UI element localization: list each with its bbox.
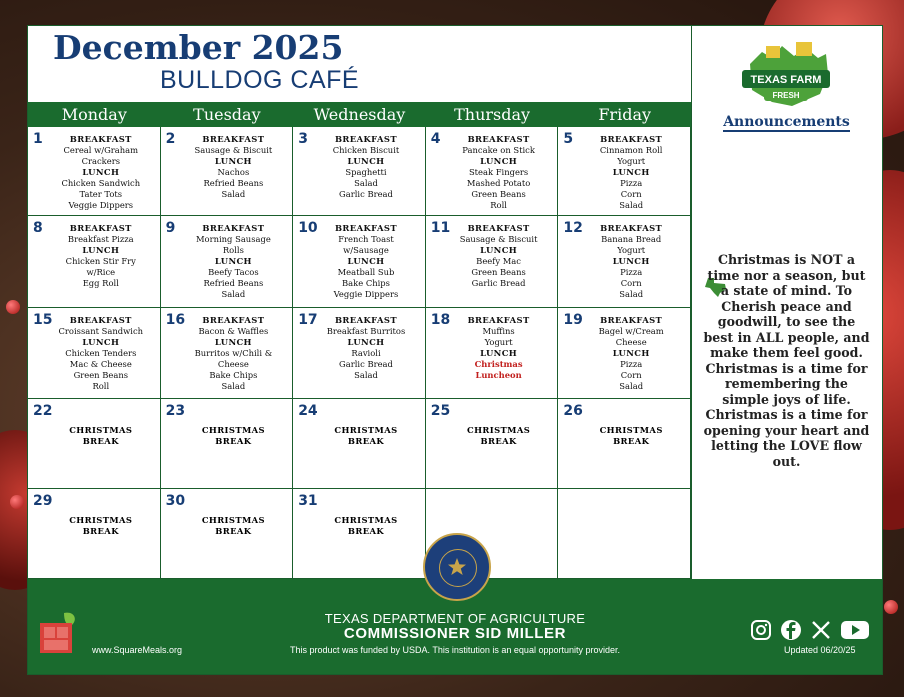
meal-heading: LUNCH [480, 348, 518, 358]
menu-item: Chicken Tenders [65, 348, 137, 358]
meal-heading: LUNCH [480, 245, 518, 255]
menu-item: CHRISTMAS [467, 425, 531, 435]
department-seal [423, 533, 491, 601]
meal-heading: LUNCH [214, 337, 252, 347]
menu-item: French Toast [338, 234, 394, 244]
menu-item: Sausage & Biscuit [194, 145, 273, 155]
meal-heading: LUNCH [612, 167, 650, 177]
day-menu [444, 315, 554, 381]
meal-heading: LUNCH [480, 156, 518, 166]
x-icon[interactable] [810, 619, 832, 645]
menu-item: BREAK [82, 526, 119, 536]
day-menu [46, 315, 156, 392]
announcement-text: Christmas is NOT a time nor a season, but a state of mind. To Cherish peace and goodwill, to see the best in ALL people, and make them feel good. Christmas is a time for remembering the simple joys of life. Christmas is a time for opening your heart and letting the LOVE flow out. [703, 252, 870, 469]
holiday-break-label [311, 515, 421, 537]
menu-item: w/Sausage [343, 245, 389, 255]
holiday-break-label [179, 515, 289, 537]
svg-text:TEXAS FARM: TEXAS FARM [750, 74, 822, 86]
calendar-day-cell [293, 308, 426, 399]
day-menu [311, 315, 421, 381]
menu-item: BREAK [347, 436, 385, 446]
holiday-break-label [46, 515, 156, 537]
day-number: 26 [563, 403, 583, 419]
weekday-header-row [28, 102, 691, 127]
calendar-day-cell [28, 216, 161, 308]
holiday-break-label [576, 425, 686, 447]
meal-heading: BREAKFAST [600, 134, 663, 144]
menu-item: Pizza [620, 359, 643, 369]
menu-item: Pancake on Stick [462, 145, 535, 155]
menu-item: Veggie Dippers [68, 200, 134, 210]
menu-item: Sausage & Biscuit [459, 234, 538, 244]
day-number: 24 [298, 403, 318, 419]
menu-item: Yogurt [484, 337, 513, 347]
day-number: 12 [563, 220, 583, 236]
youtube-icon[interactable] [840, 619, 870, 645]
calendar-day-cell [161, 216, 294, 308]
day-number: 11 [430, 220, 451, 236]
day-number: 18 [430, 312, 451, 328]
page-title: December 2025 [53, 28, 344, 67]
meal-heading: BREAKFAST [202, 134, 265, 144]
day-number: 31 [298, 493, 318, 509]
day-number: 8 [33, 220, 43, 236]
calendar-day-cell [161, 308, 294, 399]
social-links [750, 619, 870, 645]
calendar-day-cell [426, 127, 559, 216]
day-menu [576, 134, 686, 211]
menu-item: Refried Beans [203, 178, 264, 188]
menu-item: Corn [620, 278, 642, 288]
meal-heading: BREAKFAST [334, 134, 397, 144]
meal-heading: BREAKFAST [69, 315, 132, 325]
menu-item: Steak Fingers [468, 167, 529, 177]
day-number: 15 [33, 312, 53, 328]
meal-heading: BREAKFAST [467, 134, 530, 144]
day-number: 23 [165, 403, 186, 419]
menu-item: BREAK [215, 436, 252, 446]
menu-item: Croissant Sandwich [58, 326, 144, 336]
calendar-day-cell [293, 127, 426, 216]
day-number: 5 [563, 131, 574, 147]
menu-item: Yogurt [617, 156, 646, 166]
day-menu [576, 315, 686, 392]
menu-item: Salad [221, 189, 246, 199]
day-menu [179, 134, 289, 200]
menu-item: BREAK [82, 436, 119, 446]
commissioner-name: COMMISSIONER SID MILLER [343, 625, 567, 642]
day-menu [444, 223, 554, 289]
weekday-tuesday: Tuesday [193, 105, 261, 124]
cafe-name: BULLDOG CAFÉ [160, 66, 360, 94]
day-number: 3 [298, 131, 308, 147]
day-number: 22 [33, 403, 53, 419]
menu-item: Pizza [620, 267, 643, 277]
menu-item: Roll [92, 381, 110, 391]
menu-item: Beefy Tacos [208, 267, 259, 277]
menu-item: Spaghetti [345, 167, 387, 177]
menu-item: Morning Sausage [195, 234, 271, 244]
day-menu [576, 223, 686, 300]
menu-item: Rolls [222, 245, 244, 255]
calendar-day-cell [293, 489, 426, 579]
menu-item: Refried Beans [203, 278, 264, 288]
funding-statement: This product was funded by USDA. This institution is an equal opportunity provider. [289, 645, 620, 655]
announcements-title: Announcements [723, 114, 850, 130]
meal-heading: LUNCH [82, 167, 120, 177]
day-menu [179, 223, 289, 300]
texas-farm-fresh-logo [732, 34, 840, 112]
menu-item: Mashed Potato [466, 178, 531, 188]
menu-item: Garlic Bread [339, 189, 393, 199]
menu-item: CHRISTMAS [69, 425, 133, 435]
calendar-day-cell [558, 489, 691, 579]
weekday-monday: Monday [61, 105, 127, 124]
menu-item: Salad [354, 178, 378, 188]
menu-item: Egg Roll [82, 278, 119, 288]
calendar-day-cell [558, 399, 691, 489]
calendar-day-cell [28, 308, 161, 399]
day-menu [179, 315, 289, 392]
menu-item: Muffins [482, 326, 515, 336]
menu-item: Salad [221, 289, 246, 299]
menu-item: Mac & Cheese [69, 359, 132, 369]
holiday-break-label [46, 425, 156, 447]
department-name: TEXAS DEPARTMENT OF AGRICULTURE [324, 611, 586, 626]
day-menu [444, 134, 554, 211]
day-number: 10 [298, 220, 318, 236]
menu-item: Ravioli [351, 348, 381, 358]
calendar-grid [28, 127, 691, 579]
menu-item: CHRISTMAS [334, 425, 398, 435]
day-menu [46, 134, 156, 211]
menu-item: Luncheon [475, 370, 522, 380]
menu-item: Salad [619, 200, 644, 210]
menu-item: Garlic Bread [339, 359, 393, 369]
menu-item: Bake Chips [209, 370, 258, 380]
meal-heading: BREAKFAST [600, 223, 663, 233]
menu-item: w/Rice [86, 267, 116, 277]
meal-heading: LUNCH [347, 256, 385, 266]
day-number: 17 [298, 312, 318, 328]
calendar-header [28, 26, 691, 102]
menu-item: Bacon & Waffles [198, 326, 269, 336]
holiday-break-label [444, 425, 554, 447]
menu-item: Salad [354, 370, 378, 380]
day-menu [311, 134, 421, 200]
menu-item: Garlic Bread [471, 278, 526, 288]
menu-item: Beefy Mac [476, 256, 521, 266]
day-number: 16 [165, 312, 186, 328]
menu-item: CHRISTMAS [201, 515, 265, 525]
background-berry [884, 600, 898, 614]
meal-heading: BREAKFAST [202, 315, 265, 325]
weekday-friday: Friday [598, 105, 652, 124]
menu-item: Burritos w/Chili & [194, 348, 273, 358]
calendar-day-cell [426, 308, 559, 399]
menu-item: Corn [620, 370, 642, 380]
meal-heading: BREAKFAST [69, 134, 132, 144]
calendar-day-cell [293, 216, 426, 308]
website-link[interactable]: www.SquareMeals.org [92, 645, 183, 655]
calendar-day-cell [558, 216, 691, 308]
day-menu [311, 223, 421, 300]
calendar-day-cell [558, 308, 691, 399]
meal-heading: BREAKFAST [467, 315, 530, 325]
background-berry [10, 495, 24, 509]
weekday-wednesday: Wednesday [313, 105, 406, 124]
calendar-day-cell [28, 127, 161, 216]
menu-item: Corn [620, 189, 642, 199]
menu-item: CHRISTMAS [334, 515, 398, 525]
meal-heading: BREAKFAST [334, 223, 397, 233]
menu-item: Banana Bread [601, 234, 662, 244]
weekday-thursday: Thursday [454, 105, 531, 124]
day-number: 4 [430, 131, 441, 147]
menu-item: Roll [490, 200, 507, 210]
holiday-break-label [311, 425, 421, 447]
menu-item: Green Beans [73, 370, 129, 380]
calendar-day-cell [161, 489, 294, 579]
menu-item: Green Beans [471, 267, 526, 277]
day-number: 9 [165, 220, 176, 236]
menu-item: BREAK [613, 436, 650, 446]
menu-item: BREAK [347, 526, 385, 536]
holiday-break-label [179, 425, 289, 447]
meal-heading: LUNCH [214, 156, 252, 166]
meal-heading: BREAKFAST [467, 223, 530, 233]
menu-item: Salad [619, 289, 644, 299]
calendar-day-cell [426, 399, 559, 489]
calendar-day-cell [28, 489, 161, 579]
calendar-day-cell [161, 399, 294, 489]
meal-heading: LUNCH [347, 337, 385, 347]
day-menu [46, 223, 156, 289]
menu-item: Cereal w/Graham [63, 145, 139, 155]
day-number: 30 [165, 493, 186, 509]
menu-item: Breakfast Burritos [326, 326, 406, 336]
facebook-icon[interactable] [780, 619, 802, 645]
menu-item: Nachos [217, 167, 250, 177]
meal-heading: BREAKFAST [69, 223, 132, 233]
meal-heading: LUNCH [612, 348, 650, 358]
meal-heading: BREAKFAST [202, 223, 265, 233]
calendar-day-cell [558, 127, 691, 216]
background-berry [6, 300, 20, 314]
menu-item: Breakfast Pizza [67, 234, 134, 244]
menu-item: Meatball Sub [337, 267, 395, 277]
calendar-day-cell [161, 127, 294, 216]
menu-item: CHRISTMAS [201, 425, 265, 435]
menu-item: Tater Tots [79, 189, 123, 199]
menu-item: Green Beans [471, 189, 526, 199]
calendar-day-cell [293, 399, 426, 489]
menu-calendar-sheet [27, 25, 883, 675]
menu-item: Salad [619, 381, 644, 391]
menu-item: Salad [221, 381, 246, 391]
menu-item: Chicken Biscuit [332, 145, 400, 155]
menu-item: Crackers [81, 156, 121, 166]
day-number: 25 [430, 403, 451, 419]
menu-item: Pizza [620, 178, 643, 188]
day-number: 19 [563, 312, 583, 328]
menu-item: Cheese [615, 337, 647, 347]
calendar-day-cell [426, 216, 559, 308]
svg-text:FRESH: FRESH [772, 91, 800, 100]
menu-item: Bake Chips [341, 278, 390, 288]
menu-item: Yogurt [617, 245, 646, 255]
updated-date: Updated 06/20/25 [784, 645, 856, 655]
menu-item: BREAK [215, 526, 252, 536]
sidebar [691, 26, 881, 579]
menu-item: Cinnamon Roll [599, 145, 663, 155]
menu-item: Christmas [474, 359, 523, 369]
meal-heading: LUNCH [347, 156, 385, 166]
day-number: 1 [33, 131, 43, 147]
menu-item: CHRISTMAS [69, 515, 133, 525]
meal-heading: LUNCH [82, 337, 120, 347]
meal-heading: LUNCH [612, 256, 650, 266]
day-number: 29 [33, 493, 53, 509]
calendar-day-cell [28, 399, 161, 489]
menu-item: CHRISTMAS [599, 425, 663, 435]
menu-item: BREAK [480, 436, 517, 446]
menu-item: Chicken Stir Fry [65, 256, 136, 266]
meal-heading: BREAKFAST [600, 315, 663, 325]
menu-item: Cheese [217, 359, 249, 369]
day-number: 2 [165, 131, 176, 147]
menu-item: Veggie Dippers [333, 289, 399, 299]
meal-heading: LUNCH [214, 256, 252, 266]
menu-item: Bagel w/Cream [598, 326, 664, 336]
instagram-icon[interactable] [750, 619, 772, 645]
meal-heading: LUNCH [82, 245, 120, 255]
meal-heading: BREAKFAST [334, 315, 397, 325]
menu-item: Chicken Sandwich [61, 178, 141, 188]
